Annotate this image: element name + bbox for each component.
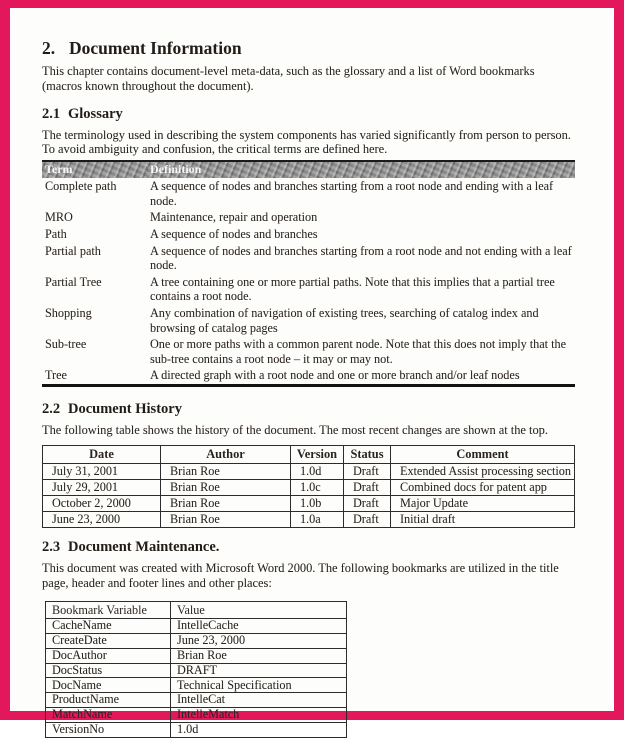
table-cell: A sequence of nodes and branches: [150, 226, 318, 241]
table-cell: A sequence of nodes and branches starting from a root node and not ending with a leaf node.: [150, 243, 572, 273]
maintenance-paragraph: This document was created with Microsoft Word 2000. The following bookmarks are utilized in the title page, header and footer lines and other places:: [42, 560, 559, 590]
heading-number: 2.2: [42, 400, 61, 417]
table-cell: Sub-tree: [45, 337, 87, 352]
table-cell: Tree: [45, 368, 67, 383]
heading-number: 2.: [42, 38, 56, 58]
table-row: [42, 243, 575, 274]
table-row: [46, 663, 347, 678]
bookmarks-header-value: Value: [171, 602, 347, 619]
table-cell: DRAFT: [171, 663, 347, 678]
bookmarks-table: [45, 601, 347, 737]
table-cell: IntelleCat: [171, 693, 347, 708]
bookmarks-header-row: [46, 602, 347, 619]
table-row: [43, 463, 575, 479]
glossary-paragraph: The terminology used in describing the system components has varied significantly from person to person. To avoid ambiguity and confusion, the critical terms are defined here.: [42, 127, 571, 157]
history-header-version: Version: [291, 445, 344, 463]
table-row: [43, 495, 575, 511]
glossary-header-term: Term: [42, 161, 147, 178]
table-cell: Combined docs for patent app: [391, 479, 575, 495]
table-cell: Draft: [344, 463, 391, 479]
table-cell: Any combination of navigation of existing trees, searching of catalog index and browsing of catalog pages: [150, 305, 539, 335]
table-row: [46, 634, 347, 649]
table-cell: IntelleMatch: [171, 708, 347, 723]
table-cell: A directed graph with a root node and one or more branch and/or leaf nodes: [150, 368, 520, 383]
table-cell: Brian Roe: [161, 479, 291, 495]
table-row: [46, 693, 347, 708]
table-cell: CreateDate: [46, 634, 171, 649]
table-cell: Brian Roe: [161, 511, 291, 527]
heading-document-maintenance: [42, 539, 575, 556]
heading-title: Document Information: [69, 38, 242, 58]
table-cell: Path: [45, 226, 67, 241]
table-cell: DocAuthor: [46, 648, 171, 663]
table-cell: VersionNo: [46, 722, 171, 737]
table-cell: July 31, 2001: [43, 463, 161, 479]
bookmarks-header-variable: Bookmark Variable: [46, 602, 171, 619]
table-cell: June 23, 2000: [171, 634, 347, 649]
table-row: [43, 479, 575, 495]
table-cell: Initial draft: [391, 511, 575, 527]
table-cell: 1.0a: [291, 511, 344, 527]
table-cell: Technical Specification: [171, 678, 347, 693]
table-cell: June 23, 2000: [43, 511, 161, 527]
table-cell: MatchName: [46, 708, 171, 723]
table-row: [42, 336, 575, 367]
heading-title: Document Maintenance.: [68, 538, 220, 555]
table-cell: Draft: [344, 511, 391, 527]
table-row: [42, 209, 575, 226]
table-cell: A tree containing one or more partial paths. Note that this implies that a partial tree contains a root node.: [150, 274, 555, 304]
heading-title: Glossary: [68, 105, 123, 122]
table-cell: Brian Roe: [161, 495, 291, 511]
table-cell: 1.0d: [171, 722, 347, 737]
history-header-row: [43, 445, 575, 463]
table-row: [43, 511, 575, 527]
table-cell: Partial Tree: [45, 274, 102, 289]
table-row: [42, 226, 575, 243]
glossary-header-row: [42, 161, 575, 178]
heading-glossary: [42, 106, 575, 123]
table-cell: ProductName: [46, 693, 171, 708]
table-row: [42, 305, 575, 336]
table-row: [42, 274, 575, 305]
heading-document-history: [42, 401, 575, 418]
table-row: [46, 619, 347, 634]
history-header-author: Author: [161, 445, 291, 463]
table-cell: CacheName: [46, 619, 171, 634]
table-cell: Maintenance, repair and operation: [150, 210, 318, 225]
history-table: [42, 445, 575, 528]
table-row: [46, 722, 347, 737]
table-cell: Draft: [344, 495, 391, 511]
heading-title: Document History: [68, 400, 182, 417]
table-cell: One or more paths with a common parent node. Note that this does not imply that the sub-tree contains a root node – it may or may not.: [150, 337, 566, 366]
table-cell: July 29, 2001: [43, 479, 161, 495]
table-cell: 1.0c: [291, 479, 344, 495]
history-header-comment: Comment: [391, 445, 575, 463]
table-cell: A sequence of nodes and branches starting from a root node and ending with a leaf node.: [150, 179, 554, 208]
table-row: [46, 648, 347, 663]
heading-number: 2.1: [42, 105, 61, 122]
history-header-date: Date: [43, 445, 161, 463]
table-cell: Shopping: [45, 305, 92, 320]
heading-document-information: [42, 38, 575, 58]
table-cell: IntelleCache: [171, 619, 347, 634]
history-paragraph: The following table shows the history of the document. The most recent changes are shown at the top.: [42, 422, 548, 437]
table-cell: Major Update: [391, 495, 575, 511]
table-cell: 1.0d: [291, 463, 344, 479]
table-cell: DocStatus: [46, 663, 171, 678]
doc-info-paragraph: This chapter contains document-level meta-data, such as the glossary and a list of Word bookmarks (macros known throughout the document).: [42, 64, 535, 93]
glossary-table: [42, 160, 575, 387]
table-cell: Brian Roe: [171, 648, 347, 663]
table-cell: MRO: [45, 210, 73, 225]
table-row: [46, 678, 347, 693]
history-header-status: Status: [344, 445, 391, 463]
table-cell: October 2, 2000: [43, 495, 161, 511]
table-cell: Partial path: [45, 243, 101, 258]
table-cell: Draft: [344, 479, 391, 495]
table-row: [46, 708, 347, 723]
table-cell: Extended Assist processing section: [391, 463, 575, 479]
table-cell: 1.0b: [291, 495, 344, 511]
table-cell: DocName: [46, 678, 171, 693]
table-row: [42, 367, 575, 385]
glossary-header-definition: Definition: [147, 161, 575, 178]
document-page: [10, 8, 614, 738]
table-row: [42, 178, 575, 209]
table-cell: Complete path: [45, 179, 117, 194]
table-cell: Brian Roe: [161, 463, 291, 479]
heading-number: 2.3: [42, 538, 61, 555]
